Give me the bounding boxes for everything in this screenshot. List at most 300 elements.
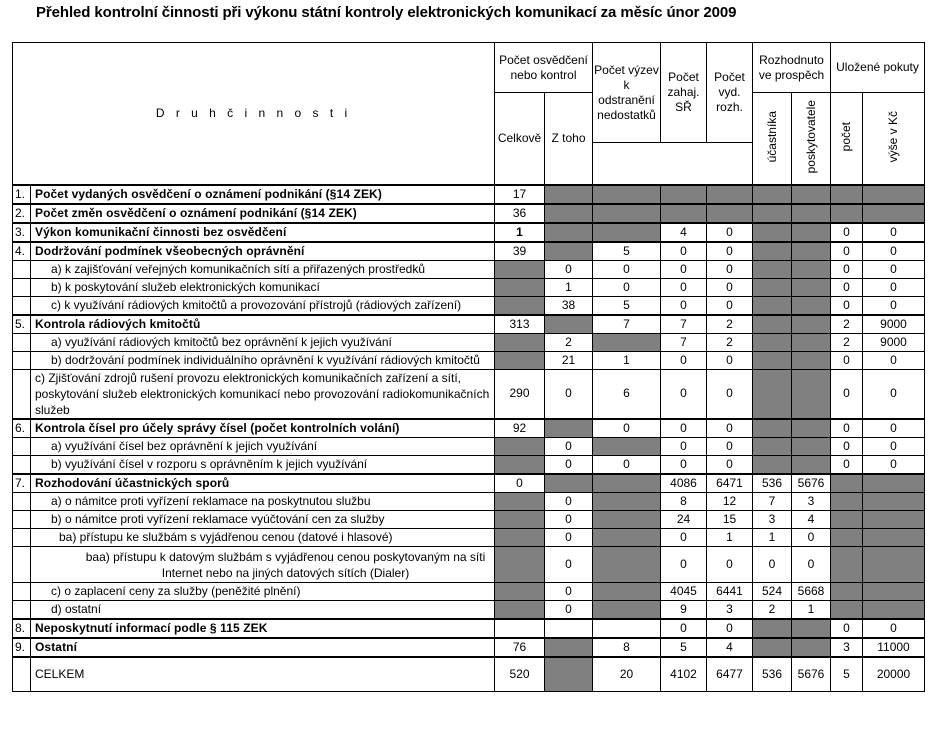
total-cell-value: 5676 bbox=[792, 657, 831, 691]
row-label: a) využívání čísel bez oprávnění k jejich využívání bbox=[31, 438, 495, 456]
cell-value: 92 bbox=[495, 419, 545, 438]
table-row bbox=[13, 511, 925, 529]
header-rozhodnuto: Rozhodnuto ve prospěch bbox=[753, 43, 831, 93]
cell-value bbox=[593, 438, 661, 456]
row-index: 7. bbox=[13, 474, 31, 493]
cell-value bbox=[863, 547, 925, 583]
row-label: b) využívání čísel v rozporu s oprávněním k jejich využívání bbox=[31, 456, 495, 475]
cell-value: 0 bbox=[545, 493, 593, 511]
row-index bbox=[13, 333, 31, 351]
header-pocet: počet bbox=[831, 93, 863, 185]
cell-value bbox=[661, 204, 707, 223]
total-cell-value: 20 bbox=[593, 657, 661, 691]
row-index bbox=[13, 369, 31, 419]
total-cell-value: 520 bbox=[495, 657, 545, 691]
table-row bbox=[13, 619, 925, 638]
cell-value: 0 bbox=[863, 296, 925, 315]
cell-value bbox=[792, 204, 831, 223]
cell-value: 536 bbox=[753, 474, 792, 493]
cell-value bbox=[753, 619, 792, 638]
row-label: Počet změn osvědčení o oznámení podnikání (§14 ZEK) bbox=[31, 204, 495, 223]
row-label: c) Zjišťování zdrojů rušení provozu elektronických komunikačních zařízení a sítí, poskytování služeb elektronických komunikací nebo provozování radiokomunikačních služeb bbox=[31, 369, 495, 419]
cell-value: 0 bbox=[863, 242, 925, 261]
cell-value: 0 bbox=[863, 456, 925, 475]
cell-value bbox=[753, 369, 792, 419]
cell-value bbox=[792, 351, 831, 369]
row-index bbox=[13, 438, 31, 456]
cell-value bbox=[593, 583, 661, 601]
row-label: b) k poskytování služeb elektronických komunikací bbox=[31, 278, 495, 296]
cell-value: 0 bbox=[495, 474, 545, 493]
cell-value bbox=[831, 601, 863, 620]
row-label: c) o zaplacení ceny za služby (peněžité plnění) bbox=[31, 583, 495, 601]
cell-value bbox=[753, 438, 792, 456]
cell-value bbox=[753, 185, 792, 204]
cell-value: 0 bbox=[545, 456, 593, 475]
cell-value bbox=[863, 583, 925, 601]
cell-value bbox=[495, 456, 545, 475]
cell-value bbox=[495, 493, 545, 511]
cell-value: 0 bbox=[593, 260, 661, 278]
cell-value bbox=[495, 583, 545, 601]
cell-value: 0 bbox=[661, 351, 707, 369]
cell-value bbox=[831, 204, 863, 223]
row-index: 6. bbox=[13, 419, 31, 438]
cell-value bbox=[495, 547, 545, 583]
cell-value: 0 bbox=[863, 419, 925, 438]
cell-value bbox=[753, 456, 792, 475]
row-index bbox=[13, 493, 31, 511]
row-label: Kontrola čísel pro účely správy čísel (počet kontrolních volání) bbox=[31, 419, 495, 438]
cell-value: 0 bbox=[707, 456, 753, 475]
cell-value: 2 bbox=[707, 333, 753, 351]
cell-value: 0 bbox=[707, 619, 753, 638]
header-ucastnika: účastníka bbox=[753, 93, 792, 185]
table-row bbox=[13, 278, 925, 296]
row-label: a) k zajišťování veřejných komunikačních sítí a přiřazených prostředků bbox=[31, 260, 495, 278]
cell-value bbox=[863, 601, 925, 620]
header-pocet-vyd: Počet vyd. rozh. bbox=[707, 43, 753, 143]
table-row bbox=[13, 223, 925, 242]
cell-value bbox=[593, 547, 661, 583]
cell-value: 0 bbox=[831, 351, 863, 369]
cell-value: 0 bbox=[661, 369, 707, 419]
cell-value: 0 bbox=[863, 438, 925, 456]
table-row bbox=[13, 456, 925, 475]
cell-value: 1 bbox=[593, 351, 661, 369]
table-row bbox=[13, 333, 925, 351]
row-label: Výkon komunikační činnosti bez osvědčení bbox=[31, 223, 495, 242]
total-cell-value: 5 bbox=[831, 657, 863, 691]
cell-value: 290 bbox=[495, 369, 545, 419]
cell-value: 4086 bbox=[661, 474, 707, 493]
cell-value bbox=[495, 438, 545, 456]
cell-value: 0 bbox=[831, 223, 863, 242]
cell-value: 0 bbox=[661, 278, 707, 296]
table-row bbox=[13, 351, 925, 369]
cell-value: 11000 bbox=[863, 638, 925, 657]
cell-value: 1 bbox=[792, 601, 831, 620]
cell-value: 0 bbox=[545, 369, 593, 419]
table-row bbox=[13, 369, 925, 419]
row-index bbox=[13, 456, 31, 475]
table-row bbox=[13, 601, 925, 620]
cell-value: 0 bbox=[707, 369, 753, 419]
cell-value: 5 bbox=[593, 242, 661, 261]
cell-value: 76 bbox=[495, 638, 545, 657]
cell-value bbox=[495, 278, 545, 296]
cell-value bbox=[792, 619, 831, 638]
cell-value: 5676 bbox=[792, 474, 831, 493]
cell-value: 0 bbox=[707, 260, 753, 278]
cell-value bbox=[831, 493, 863, 511]
header-celkove: Celkově bbox=[495, 93, 545, 185]
cell-value bbox=[831, 529, 863, 547]
row-label: Rozhodování účastnických sporů bbox=[31, 474, 495, 493]
header-vyse: výše v Kč bbox=[863, 93, 925, 185]
cell-value: 0 bbox=[545, 601, 593, 620]
row-label: c) k využívání rádiových kmitočtů a provozování přístrojů (rádiových zařízení) bbox=[31, 296, 495, 315]
cell-value bbox=[545, 638, 593, 657]
row-label: Dodržování podmínek všeobecných oprávnění bbox=[31, 242, 495, 261]
cell-value: 524 bbox=[753, 583, 792, 601]
total-cell-value: 20000 bbox=[863, 657, 925, 691]
cell-value: 4 bbox=[707, 638, 753, 657]
row-index: 1. bbox=[13, 185, 31, 204]
cell-value: 4 bbox=[792, 511, 831, 529]
table-row bbox=[13, 296, 925, 315]
cell-value: 313 bbox=[495, 315, 545, 334]
cell-value bbox=[792, 369, 831, 419]
cell-value: 24 bbox=[661, 511, 707, 529]
cell-value: 7 bbox=[753, 493, 792, 511]
page-title: Přehled kontrolní činnosti při výkonu státní kontroly elektronických komunikací za měsíc únor 2009 bbox=[36, 4, 737, 21]
total-row bbox=[13, 657, 925, 691]
row-index bbox=[13, 511, 31, 529]
table-row bbox=[13, 583, 925, 601]
cell-value: 0 bbox=[831, 369, 863, 419]
cell-value bbox=[792, 242, 831, 261]
cell-value bbox=[863, 493, 925, 511]
row-label: a) o námitce proti vyřízení reklamace na poskytnutou službu bbox=[31, 493, 495, 511]
cell-value: 2 bbox=[707, 315, 753, 334]
cell-value bbox=[545, 242, 593, 261]
cell-value: 0 bbox=[661, 547, 707, 583]
cell-value bbox=[753, 333, 792, 351]
cell-value: 0 bbox=[707, 351, 753, 369]
cell-value bbox=[545, 185, 593, 204]
cell-value bbox=[792, 315, 831, 334]
cell-value: 36 bbox=[495, 204, 545, 223]
cell-value: 0 bbox=[831, 296, 863, 315]
row-index: 2. bbox=[13, 204, 31, 223]
cell-value bbox=[792, 278, 831, 296]
header-pocet-osvedceni: Počet osvědčení nebo kontrol bbox=[495, 43, 593, 93]
row-index bbox=[13, 351, 31, 369]
total-cell-value: 6477 bbox=[707, 657, 753, 691]
row-index bbox=[13, 260, 31, 278]
cell-value: 2 bbox=[831, 333, 863, 351]
cell-value bbox=[753, 638, 792, 657]
cell-value bbox=[593, 619, 661, 638]
cell-value: 2 bbox=[753, 601, 792, 620]
cell-value: 1 bbox=[495, 223, 545, 242]
row-index bbox=[13, 278, 31, 296]
cell-value: 3 bbox=[792, 493, 831, 511]
cell-value bbox=[753, 296, 792, 315]
cell-value: 0 bbox=[831, 456, 863, 475]
row-label: b) o námitce proti vyřízení reklamace vyúčtování cen za služby bbox=[31, 511, 495, 529]
cell-value: 0 bbox=[707, 223, 753, 242]
cell-value: 0 bbox=[863, 260, 925, 278]
cell-value: 0 bbox=[863, 369, 925, 419]
cell-value bbox=[753, 223, 792, 242]
cell-value bbox=[593, 333, 661, 351]
cell-value bbox=[495, 619, 545, 638]
cell-value bbox=[831, 185, 863, 204]
header-druh: D r u h č i n n o s t i bbox=[13, 43, 495, 185]
cell-value: 9 bbox=[661, 601, 707, 620]
cell-value bbox=[593, 223, 661, 242]
cell-value: 0 bbox=[831, 242, 863, 261]
cell-value: 0 bbox=[545, 583, 593, 601]
cell-value: 7 bbox=[661, 315, 707, 334]
total-label: CELKEM bbox=[31, 657, 495, 691]
cell-value: 0 bbox=[707, 419, 753, 438]
table-row bbox=[13, 529, 925, 547]
cell-value bbox=[593, 601, 661, 620]
cell-value: 4 bbox=[661, 223, 707, 242]
cell-value bbox=[593, 511, 661, 529]
table-row bbox=[13, 242, 925, 261]
cell-value: 21 bbox=[545, 351, 593, 369]
table-row bbox=[13, 419, 925, 438]
cell-value bbox=[792, 638, 831, 657]
cell-value: 3 bbox=[753, 511, 792, 529]
cell-value bbox=[863, 204, 925, 223]
cell-value: 0 bbox=[707, 547, 753, 583]
cell-value: 7 bbox=[593, 315, 661, 334]
cell-value bbox=[707, 185, 753, 204]
row-index: 5. bbox=[13, 315, 31, 334]
cell-value: 4045 bbox=[661, 583, 707, 601]
cell-value: 0 bbox=[661, 242, 707, 261]
cell-value: 0 bbox=[593, 456, 661, 475]
cell-value bbox=[495, 260, 545, 278]
cell-value bbox=[792, 419, 831, 438]
cell-value bbox=[495, 529, 545, 547]
cell-value: 9000 bbox=[863, 315, 925, 334]
cell-value bbox=[545, 315, 593, 334]
table-body bbox=[13, 185, 925, 692]
cell-value: 38 bbox=[545, 296, 593, 315]
row-label: Počet vydaných osvědčení o oznámení podnikání (§14 ZEK) bbox=[31, 185, 495, 204]
cell-value bbox=[831, 474, 863, 493]
cell-value: 0 bbox=[831, 419, 863, 438]
cell-value: 5 bbox=[661, 638, 707, 657]
cell-value: 0 bbox=[831, 619, 863, 638]
row-label: baa) přístupu k datovým službám s vyjádřenou cenou poskytovaným na síti Internet nebo na jiných datových sítích (Dialer) bbox=[31, 547, 495, 583]
activity-table bbox=[12, 42, 925, 692]
cell-value: 0 bbox=[593, 278, 661, 296]
cell-value: 0 bbox=[545, 260, 593, 278]
cell-value: 0 bbox=[661, 438, 707, 456]
cell-value bbox=[792, 438, 831, 456]
cell-value bbox=[863, 474, 925, 493]
cell-value bbox=[753, 278, 792, 296]
cell-value bbox=[753, 419, 792, 438]
total-cell-value: 4102 bbox=[661, 657, 707, 691]
total-cell-value bbox=[545, 657, 593, 691]
cell-value bbox=[831, 547, 863, 583]
cell-value bbox=[545, 474, 593, 493]
cell-value: 0 bbox=[863, 619, 925, 638]
total-index bbox=[13, 657, 31, 691]
cell-value: 8 bbox=[593, 638, 661, 657]
cell-value: 0 bbox=[661, 619, 707, 638]
cell-value bbox=[753, 242, 792, 261]
row-label: Ostatní bbox=[31, 638, 495, 657]
cell-value: 0 bbox=[593, 419, 661, 438]
cell-value: 12 bbox=[707, 493, 753, 511]
cell-value bbox=[863, 511, 925, 529]
cell-value bbox=[495, 601, 545, 620]
row-index: 9. bbox=[13, 638, 31, 657]
cell-value: 0 bbox=[863, 278, 925, 296]
cell-value: 39 bbox=[495, 242, 545, 261]
cell-value: 0 bbox=[545, 511, 593, 529]
cell-value bbox=[545, 204, 593, 223]
row-label: d) ostatní bbox=[31, 601, 495, 620]
cell-value: 1 bbox=[753, 529, 792, 547]
cell-value: 0 bbox=[707, 242, 753, 261]
cell-value bbox=[495, 511, 545, 529]
row-index bbox=[13, 547, 31, 583]
cell-value bbox=[545, 223, 593, 242]
cell-value: 0 bbox=[863, 223, 925, 242]
row-label: Neposkytnutí informací podle § 115 ZEK bbox=[31, 619, 495, 638]
cell-value: 0 bbox=[707, 438, 753, 456]
cell-value: 0 bbox=[707, 278, 753, 296]
row-label: ba) přístupu ke službám s vyjádřenou cenou (datové i hlasové) bbox=[31, 529, 495, 547]
table-row bbox=[13, 315, 925, 334]
header-poskytovatele: poskytovatele bbox=[792, 93, 831, 185]
cell-value bbox=[593, 185, 661, 204]
cell-value: 15 bbox=[707, 511, 753, 529]
header-z-toho: Z toho bbox=[545, 93, 593, 185]
cell-value bbox=[753, 351, 792, 369]
cell-value: 8 bbox=[661, 493, 707, 511]
row-index: 3. bbox=[13, 223, 31, 242]
cell-value: 5 bbox=[593, 296, 661, 315]
cell-value: 0 bbox=[831, 438, 863, 456]
table-row bbox=[13, 185, 925, 204]
cell-value: 0 bbox=[792, 529, 831, 547]
cell-value bbox=[593, 474, 661, 493]
cell-value bbox=[831, 583, 863, 601]
row-label: a) využívání rádiových kmitočtů bez oprávnění k jejich využívání bbox=[31, 333, 495, 351]
cell-value bbox=[831, 511, 863, 529]
cell-value bbox=[792, 223, 831, 242]
cell-value: 0 bbox=[661, 529, 707, 547]
cell-value: 0 bbox=[831, 260, 863, 278]
cell-value: 0 bbox=[863, 351, 925, 369]
cell-value: 6441 bbox=[707, 583, 753, 601]
cell-value bbox=[792, 260, 831, 278]
cell-value bbox=[863, 529, 925, 547]
cell-value bbox=[753, 260, 792, 278]
cell-value: 17 bbox=[495, 185, 545, 204]
row-index bbox=[13, 296, 31, 315]
cell-value: 1 bbox=[707, 529, 753, 547]
cell-value bbox=[661, 185, 707, 204]
table-row bbox=[13, 260, 925, 278]
cell-value: 0 bbox=[753, 547, 792, 583]
table-row bbox=[13, 438, 925, 456]
cell-value bbox=[792, 185, 831, 204]
cell-value: 0 bbox=[792, 547, 831, 583]
cell-value bbox=[495, 296, 545, 315]
row-index bbox=[13, 529, 31, 547]
row-index bbox=[13, 583, 31, 601]
total-cell-value: 536 bbox=[753, 657, 792, 691]
row-label: b) dodržování podmínek individuálního oprávnění k využívání rádiových kmitočtů bbox=[31, 351, 495, 369]
cell-value bbox=[753, 315, 792, 334]
cell-value: 3 bbox=[831, 638, 863, 657]
cell-value: 2 bbox=[831, 315, 863, 334]
row-label: Kontrola rádiových kmitočtů bbox=[31, 315, 495, 334]
table-row bbox=[13, 638, 925, 657]
row-index: 4. bbox=[13, 242, 31, 261]
cell-value: 2 bbox=[545, 333, 593, 351]
cell-value bbox=[545, 419, 593, 438]
cell-value: 5668 bbox=[792, 583, 831, 601]
header-pocet-zahaj: Počet zahaj. SŘ bbox=[661, 43, 707, 143]
row-index: 8. bbox=[13, 619, 31, 638]
cell-value: 0 bbox=[661, 296, 707, 315]
cell-value bbox=[753, 204, 792, 223]
header-ulozene-pokuty: Uložené pokuty bbox=[831, 43, 925, 93]
cell-value: 0 bbox=[661, 260, 707, 278]
cell-value bbox=[863, 185, 925, 204]
cell-value bbox=[495, 351, 545, 369]
table-row bbox=[13, 204, 925, 223]
cell-value: 3 bbox=[707, 601, 753, 620]
cell-value: 0 bbox=[661, 419, 707, 438]
table-row bbox=[13, 547, 925, 583]
header-pocet-vyzev: Počet výzev k odstranění nedostatků bbox=[593, 43, 661, 143]
cell-value bbox=[792, 296, 831, 315]
cell-value bbox=[792, 456, 831, 475]
cell-value: 6471 bbox=[707, 474, 753, 493]
table-row bbox=[13, 474, 925, 493]
table-row bbox=[13, 493, 925, 511]
cell-value: 0 bbox=[545, 547, 593, 583]
cell-value: 9000 bbox=[863, 333, 925, 351]
cell-value: 0 bbox=[545, 529, 593, 547]
cell-value bbox=[593, 204, 661, 223]
cell-value: 0 bbox=[707, 296, 753, 315]
cell-value bbox=[545, 619, 593, 638]
row-index bbox=[13, 601, 31, 620]
cell-value bbox=[495, 333, 545, 351]
cell-value: 1 bbox=[545, 278, 593, 296]
cell-value: 6 bbox=[593, 369, 661, 419]
cell-value: 0 bbox=[831, 278, 863, 296]
cell-value bbox=[593, 529, 661, 547]
cell-value bbox=[792, 333, 831, 351]
cell-value: 7 bbox=[661, 333, 707, 351]
